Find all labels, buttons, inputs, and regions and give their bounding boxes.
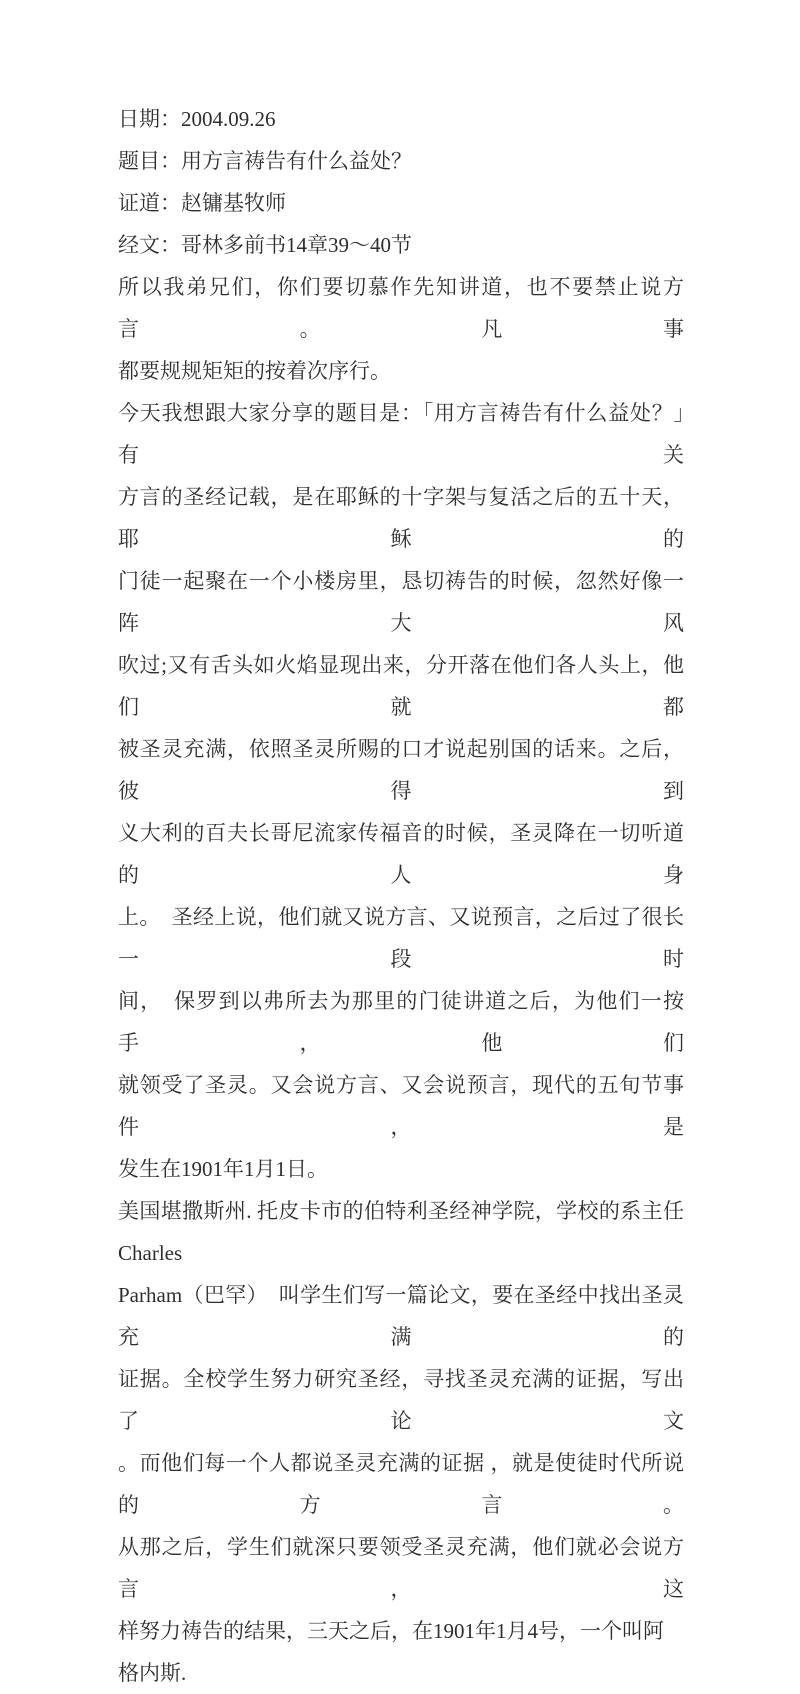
body-line: 门徒一起聚在一个小楼房里，恳切祷告的时候，忽然好像一阵大风 bbox=[118, 569, 684, 635]
meta-title-line: 题目：用方言祷告有什么益处？ bbox=[118, 149, 412, 173]
body-line: 间， 保罗到以弗所去为那里的门徒讲道之后，为他们一按手，他们 bbox=[118, 989, 684, 1055]
body-line: 。而他们每一个人都说圣灵充满的证据 ，就是使徒时代所说的方言。 bbox=[118, 1451, 684, 1517]
body-line: 被圣灵充满，依照圣灵所赐的口才说起别国的话来。之后，彼得到 bbox=[118, 737, 684, 803]
body-line: 今天我想跟大家分享的题目是：「用方言祷告有什么益处？」 有关 bbox=[118, 401, 705, 467]
meta-preacher-line: 证道：赵镛基牧师 bbox=[118, 191, 286, 215]
body-line: Parham（巴罕） 叫学生们写一篇论文，要在圣经中找出圣灵充满的 bbox=[118, 1283, 684, 1349]
body-line: 方言的圣经记载，是在耶稣的十字架与复活之后的五十天，耶稣的 bbox=[118, 485, 684, 551]
text-block bbox=[118, 98, 705, 1694]
body-line: 美国堪撒斯州. 托皮卡市的伯特利圣经神学院，学校的系主任Charles bbox=[118, 1199, 684, 1265]
body-line: 就领受了圣灵。又会说方言、又会说预言，现代的五旬节事件，是 bbox=[118, 1073, 684, 1139]
body-line: 上。 圣经上说，他们就又说方言、又说预言，之后过了很长一段时 bbox=[118, 905, 684, 971]
body-line: 都要规规矩矩的按着次序行。 bbox=[118, 359, 391, 383]
body-line: 义大利的百夫长哥尼流家传福音的时候，圣灵降在一切听道的人身 bbox=[118, 821, 684, 887]
body-line: 发生在1901年1月1日。 bbox=[118, 1157, 328, 1181]
body-line: 从那之后，学生们就深只要领受圣灵充满，他们就必会说方言，这 bbox=[118, 1535, 684, 1601]
meta-scripture-line: 经文：哥林多前书14章39～40节 bbox=[118, 233, 412, 257]
body-line: 证据。全校学生努力研究圣经，寻找圣灵充满的证据，写出了论文 bbox=[118, 1367, 684, 1433]
meta-date-line: 日期：2004.09.26 bbox=[118, 107, 276, 131]
body-line: 所以我弟兄们，你们要切慕作先知讲道，也不要禁止说方言。凡事 bbox=[118, 275, 684, 341]
body-line: 样努力祷告的结果，三天之后，在1901年1月4号，一个叫阿格内斯. bbox=[118, 1619, 664, 1685]
body-line: 吹过;又有舌头如火焰显现出来，分开落在他们各人头上，他们就都 bbox=[118, 653, 684, 719]
